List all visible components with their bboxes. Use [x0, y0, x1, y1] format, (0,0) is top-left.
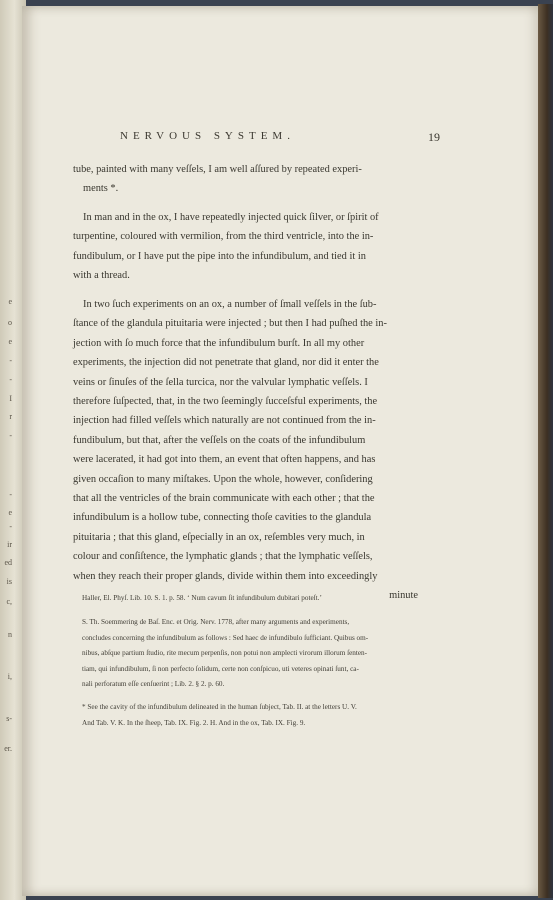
text-line: injection had filled veſſels which naturally are not continued from the in- — [73, 415, 376, 427]
text-line: when they reach their proper glands, divide within them into exceedingly — [73, 570, 378, 582]
text-line: infundibulum is a hollow tube, connecting thoſe cavities to the glandula — [73, 512, 372, 524]
footnote-line: tiam, qui infundibulum, ſi non perfecto ſolidum, certe non conſpicuo, uti veteres opinati ſunt, ca- — [82, 664, 359, 673]
catchword: minute — [389, 590, 418, 602]
footnote-haller — [82, 591, 422, 607]
text-line: In two ſuch experiments on an ox, a number of ſmall veſſels in the ſub- — [83, 299, 377, 310]
text-line: that all the ventricles of the brain communicate with each other ; that the — [73, 493, 375, 505]
edge-mark: ir — [7, 540, 12, 549]
text-line: pituitaria ; that this gland, eſpecially in an ox, reſembles very much, in — [73, 531, 365, 543]
edge-mark: s- — [6, 714, 12, 723]
text-line: jection with ſo much force that the infundibulum burſt. In all my other — [73, 337, 365, 349]
edge-mark: r — [9, 412, 12, 421]
footnote-line: * See the cavity of the infundibulum delineated in the human ſubject, Tab. II. at the letters U. V. — [82, 703, 357, 711]
footnote-line: nibus, abſque partium ſtudio, rite mecum perpenſis, non potui non amplecti virorum illorum ſenten- — [82, 649, 368, 657]
paragraph-3 — [73, 295, 418, 606]
edge-mark: n — [8, 630, 12, 639]
text-line: colour and conſiſtence, the lymphatic glands ; that the lymphatic veſſels, — [73, 551, 373, 563]
text-line: ſtance of the glandula pituitaria were injected ; but then I had puſhed the in- — [73, 318, 387, 330]
edge-mark: e — [8, 508, 12, 517]
edge-mark: i, — [7, 672, 12, 681]
edge-mark: - — [9, 431, 12, 440]
text-line: tube, painted with many veſſels, I am well aſſured by repeated experi- — [73, 164, 362, 175]
edge-mark: e — [8, 297, 12, 306]
edge-mark: is — [6, 577, 12, 586]
paragraph-1 — [73, 160, 418, 199]
running-title: NERVOUS SYSTEM. — [120, 130, 295, 142]
text-line: fundibulum, or I have put the pipe into the infundibulum, and tied it in — [73, 250, 366, 262]
text-line: therefore ſuſpected, that, in the two ſeemingly ſucceſsful experiments, the — [73, 396, 378, 408]
edge-mark: - — [9, 490, 12, 499]
footnote-line: nali perforatum eſſe cenſuerint ; Lib. 2. § 2. p. 60. — [82, 680, 225, 688]
paragraph-2 — [73, 208, 418, 286]
edge-mark: - — [9, 356, 12, 365]
text-line: turpentine, coloured with vermilion, from the third ventricle, into the in- — [73, 231, 374, 243]
footnote-line: concludes concerning the infundibulum as follows : Sed haec de infundibulo ſufficiant. Quibus om- — [82, 633, 369, 642]
text-line: fundibulum, but that, after the veſſels on the coats of the infundibulum — [73, 434, 366, 446]
text-line: with a thread. — [73, 270, 130, 282]
text-line: veins or ſinuſes of the ſella turcica, nor the valvular lymphatic veſſels. I — [73, 376, 368, 388]
footnote-line: Haller, El. Phyſ. Lib. 10. S. 1. p. 58. ‘ Num cavum ſit infundibulum dubitari poteſt.’ — [82, 594, 322, 602]
book-edge — [538, 4, 553, 898]
edge-mark: e — [8, 337, 12, 346]
text-line: In man and in the ox, I have repeatedly injected quick ſilver, or ſpirit of — [83, 212, 379, 223]
footnote-asterisk — [82, 700, 422, 731]
text-line: experiments, the injection did not penetrate that gland, nor did it enter the — [73, 357, 379, 369]
text-line: given occaſion to many miſtakes. Upon the whole, however, conſidering — [73, 473, 373, 485]
text-line: were lacerated, it had got into them, an event that often happens, and has — [73, 454, 376, 466]
edge-mark: o — [8, 318, 12, 327]
edge-mark: c, — [6, 597, 12, 606]
footnote-soemmering — [82, 615, 422, 693]
edge-mark: I — [9, 394, 12, 403]
footnote-line: S. Th. Soemmering de Baſ. Enc. et Orig. Nerv. 1778, after many arguments and experiments, — [82, 618, 350, 626]
page-number: 19 — [428, 130, 440, 144]
footnote-line: And Tab. V. K. In the ſheep, Tab. IX. Fig. 2. H. And in the ox, Tab. IX. Fig. 9. — [82, 718, 306, 727]
edge-mark: er. — [4, 744, 12, 753]
edge-mark: - — [9, 375, 12, 384]
edge-mark: - — [9, 522, 12, 531]
edge-mark: ed — [4, 558, 12, 567]
text-line: ments *. — [83, 183, 119, 195]
